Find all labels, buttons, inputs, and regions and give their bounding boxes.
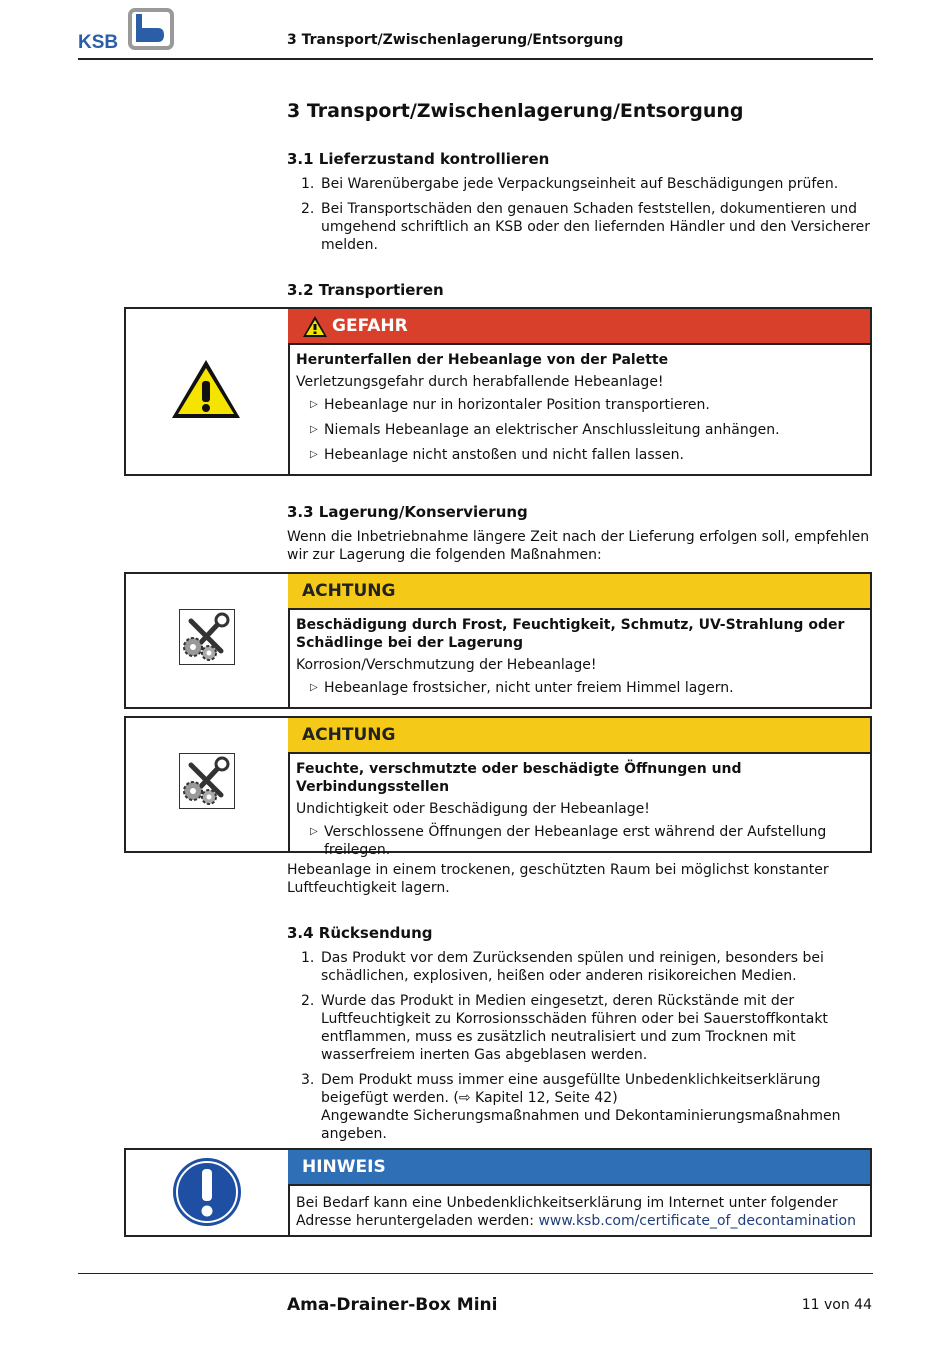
caution-signal-bar: ACHTUNG <box>288 718 870 754</box>
list-item <box>296 396 862 414</box>
caution-title: Feuchte, verschmutzte oder beschädigte Öffnungen und Verbindungsstellen <box>296 761 742 795</box>
list-item <box>296 679 862 697</box>
step-text: Wurde das Produkt in Medien eingesetzt, deren Rückstände mit der Luftfeuchtigkeit zu Korrosionsschäden führen oder bei Sauerstoffkontakt entflammen, muss es zusätzlich neutralisiert und zum Trocknen mit wasserfreiem inerten Gas abgeblasen werden. <box>321 993 828 1063</box>
storage-outro: Hebeanlage in einem trockenen, geschützten Raum bei möglichst konstanter Luftfeuchtigkeit lagern. <box>287 862 829 896</box>
ksb-logo <box>78 8 178 52</box>
caution-signal-bar: ACHTUNG <box>288 574 870 610</box>
measure-text: Niemals Hebeanlage an elektrischer Anschlussleitung anhängen. <box>324 422 780 438</box>
bullet-triangle-icon: ▷ <box>310 826 318 837</box>
document-title: Ama-Drainer-Box Mini <box>287 1295 498 1315</box>
caution-consequence: Undichtigkeit oder Beschädigung der Hebeanlage! <box>296 801 650 817</box>
danger-title: Herunterfallen der Hebeanlage von der Palette <box>296 352 669 368</box>
note-text: Bei Bedarf kann eine Unbedenklichkeitserklärung im Internet unter folgender Adresse heruntergeladen werden: <box>296 1195 838 1229</box>
step-text: Bei Warenübergabe jede Verpackungseinheit auf Beschädigungen prüfen. <box>321 176 839 192</box>
list-item <box>296 823 862 859</box>
note-box <box>124 1148 872 1237</box>
section-3-4-steps <box>287 949 872 1150</box>
step-text: Dem Produkt muss immer eine ausgefüllte Unbedenklichkeitserklärung beigefügt werden. (⇨ Kapitel 12, Seite 42) <box>321 1072 821 1106</box>
measure-text: Hebeanlage nur in horizontaler Position transportieren. <box>324 397 710 413</box>
caution-box <box>124 572 872 709</box>
ksb-logo-text: KSB <box>78 32 119 52</box>
measure-text: Hebeanlage frostsicher, nicht unter freiem Himmel lagern. <box>324 680 734 696</box>
running-header: 3 Transport/Zwischenlagerung/Entsorgung <box>287 32 624 48</box>
header-rule <box>78 58 873 60</box>
step-number: 1. <box>301 950 315 966</box>
page-number: 11 von 44 <box>801 1297 872 1313</box>
step-text: Das Produkt vor dem Zurücksenden spülen und reinigen, besonders bei schädlichen, explosiven, heißen oder anderen risikoreichen Medien. <box>321 950 824 984</box>
list-item <box>287 1071 872 1143</box>
tools-gears-icon <box>179 753 235 809</box>
caution-measures <box>296 679 862 697</box>
bullet-triangle-icon: ▷ <box>310 682 318 693</box>
list-item <box>287 175 872 193</box>
step-text-continued: Angewandte Sicherungsmaßnahmen und Dekontaminierungsmaßnahmen angeben. <box>321 1108 841 1142</box>
step-number: 3. <box>301 1072 315 1088</box>
list-item <box>296 446 862 464</box>
list-item <box>296 421 862 439</box>
bullet-triangle-icon: ▷ <box>310 449 318 460</box>
danger-box <box>124 307 872 476</box>
warning-triangle-icon <box>170 357 242 421</box>
caution-consequence: Korrosion/Verschmutzung der Hebeanlage! <box>296 657 597 673</box>
chapter-heading: 3 Transport/Zwischenlagerung/Entsorgung <box>287 100 744 122</box>
step-number: 2. <box>301 201 315 217</box>
footer-rule <box>78 1273 873 1274</box>
danger-consequence: Verletzungsgefahr durch herabfallende Hebeanlage! <box>296 374 664 390</box>
section-3-4-heading: 3.4 Rücksendung <box>287 924 433 942</box>
section-3-2-heading: 3.2 Transportieren <box>287 281 444 299</box>
list-item <box>287 949 872 985</box>
bullet-triangle-icon: ▷ <box>310 399 318 410</box>
measure-text: Verschlossene Öffnungen der Hebeanlage erst während der Aufstellung freilegen. <box>324 824 827 858</box>
section-3-1-steps <box>287 175 872 261</box>
section-3-3-heading: 3.3 Lagerung/Konservierung <box>287 503 528 521</box>
danger-label: GEFAHR <box>332 316 408 336</box>
step-number: 1. <box>301 176 315 192</box>
storage-intro: Wenn die Inbetriebnahme längere Zeit nach der Lieferung erfolgen soll, empfehlen wir zur Lagerung die folgenden Maßnahmen: <box>287 529 870 563</box>
decontamination-link[interactable]: www.ksb.com/certificate_of_decontamination <box>538 1213 856 1229</box>
warning-small-icon <box>302 315 328 338</box>
bullet-triangle-icon: ▷ <box>310 424 318 435</box>
caution-box <box>124 716 872 858</box>
caution-title: Beschädigung durch Frost, Feuchtigkeit, Schmutz, UV-Strahlung oder Schädlinge bei der Lagerung <box>296 617 845 651</box>
danger-measures <box>296 396 862 464</box>
note-signal-bar: HINWEIS <box>288 1150 870 1186</box>
step-number: 2. <box>301 993 315 1009</box>
tools-gears-icon <box>179 609 235 665</box>
measure-text: Hebeanlage nicht anstoßen und nicht fallen lassen. <box>324 447 684 463</box>
danger-signal-bar <box>288 309 870 345</box>
list-item <box>287 200 872 254</box>
section-3-1-heading: 3.1 Lieferzustand kontrollieren <box>287 150 550 168</box>
step-text: Bei Transportschäden den genauen Schaden feststellen, dokumentieren und umgehend schriftlich an KSB oder den liefernden Händler und den Versicherer melden. <box>321 201 870 253</box>
caution-measures <box>296 823 862 859</box>
exclamation-circle-icon <box>171 1156 243 1228</box>
list-item <box>287 992 872 1064</box>
